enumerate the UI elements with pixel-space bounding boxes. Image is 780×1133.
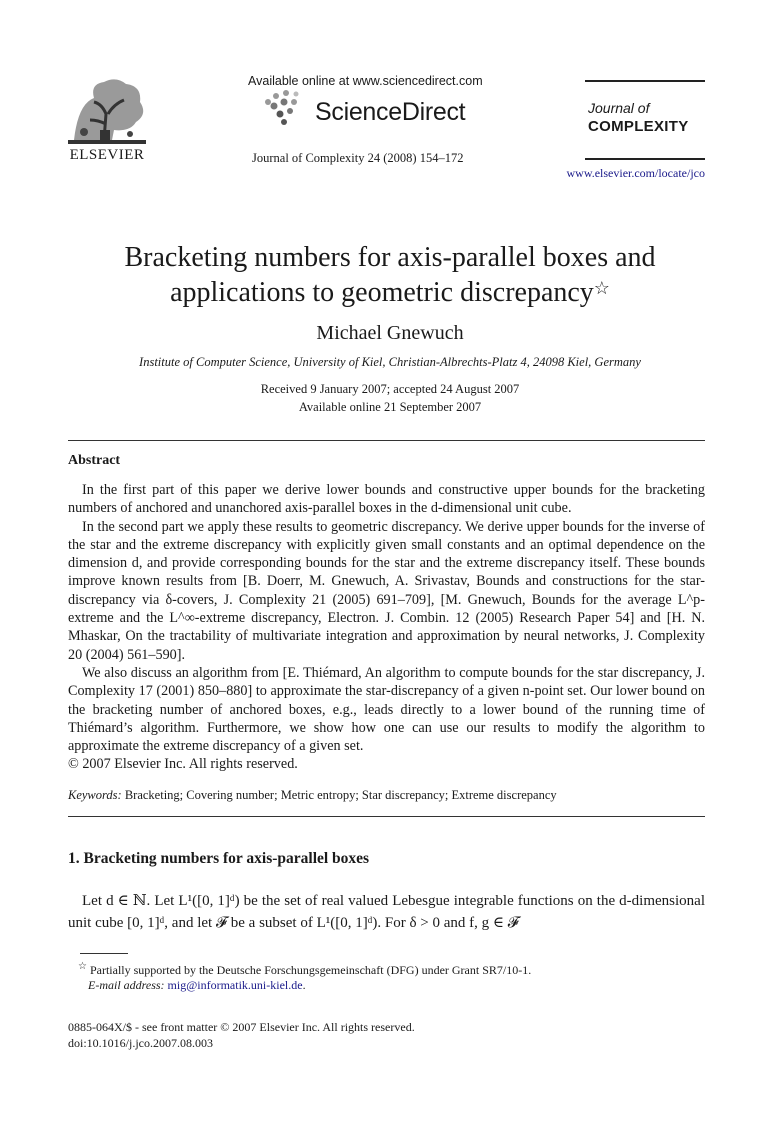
funding-text: Partially supported by the Deutsche Forschungsgemeinschaft (DFG) under Grant SR7/10-1. [89, 963, 532, 977]
title-footnote-mark[interactable]: ☆ [593, 278, 610, 298]
abstract-bottom-rule [68, 816, 705, 817]
journal-reference: Journal of Complexity 24 (2008) 154–172 [252, 151, 464, 165]
footnote-rule [80, 953, 128, 954]
abstract-top-rule [68, 440, 705, 441]
email-link[interactable]: mig@informatik.uni-kiel.de [167, 978, 303, 992]
abstract-copyright: © 2007 Elsevier Inc. All rights reserved. [68, 756, 298, 773]
abstract-paragraph: In the first part of this paper we derive lower bounds and constructive upper bounds for the bracketing numbers of anchored and unanchored axis-parallel boxes in the d-dimensional unit cube. [68, 482, 705, 517]
section-heading: 1. Bracketing numbers for axis-parallel boxes [68, 850, 370, 867]
available-date: Available online 21 September 2007 [298, 400, 482, 414]
footnote-mark: ☆ [78, 961, 87, 972]
keywords-line [68, 788, 705, 803]
sciencedirect-dots-icon [262, 88, 308, 126]
title-line-2-text: applications to geometric discrepancy [170, 277, 594, 308]
section-body [68, 890, 705, 934]
article-title [60, 240, 720, 310]
funding-footnote [78, 961, 531, 978]
email-period: . [302, 978, 306, 992]
doi-link[interactable]: doi:10.1016/j.jco.2007.08.003 [68, 1036, 213, 1050]
journal-rule-top [585, 80, 705, 82]
abstract-body [68, 481, 705, 774]
publisher-name: ELSEVIER [69, 147, 145, 163]
journal-name-line2: COMPLEXITY [588, 118, 689, 135]
received-date: Received 9 January 2007; accepted 24 August 2007 [260, 382, 520, 396]
author-affiliation: Institute of Computer Science, University of Kiel, Christian-Albrechts-Platz 4, 24098 Kiel, Germany [139, 355, 641, 369]
keywords-list: Bracketing; Covering number; Metric entropy; Star discrepancy; Extreme discrepancy [124, 788, 557, 802]
abstract-paragraph: In the second part we apply these results to geometric discrepancy. We derive upper bounds for the inverse of the star and the extreme discrepancy with explicitly given small constants and an optimal dependence on the dimension d, and provide corresponding bounds for the star and the extreme discrepancy itself. These bounds improve known results from [B. Doerr, M. Gnewuch, A. Srivastav, Bounds and constructions for the star-discrepancy via δ-covers, J. Complexity 21 (2005) 691–709], [M. Gnewuch, Bounds for the average L^p-extreme and the L^∞-extreme discrepancy, Electron. J. Combin. 12 (2005) Research Paper 54] and [H. N. Mhaskar, On the tractability of multivariate integration and approximation by neural networks, J. Complexity 20 (2004) 561–590]. [68, 518, 705, 663]
section-paragraph: Let d ∈ ℕ. Let L¹([0, 1]ᵈ) be the set of real valued Lebesgue integrable functions on the d-dimensional unit cube [0, 1]ᵈ, and let 𝓕 be a subset of L¹([0, 1]ᵈ). For δ > 0 and f, g ∈ 𝓕 [68, 893, 705, 931]
title-line-2 [60, 275, 720, 310]
sciencedirect-brand: ScienceDirect [315, 98, 466, 126]
title-line-1: Bracketing numbers for axis-parallel boxes and [124, 242, 656, 273]
issn-line: 0885-064X/$ - see front matter © 2007 Elsevier Inc. All rights reserved. [68, 1020, 415, 1034]
journal-url-link[interactable]: www.elsevier.com/locate/jco [566, 166, 705, 180]
author-name: Michael Gnewuch [316, 322, 464, 344]
journal-rule-bottom [585, 158, 705, 160]
journal-name-line1: Journal of [588, 100, 650, 116]
abstract-heading: Abstract [68, 453, 121, 468]
email-label: E-mail address: [88, 978, 165, 992]
keywords-label: Keywords: [68, 788, 122, 802]
available-online-text: Available online at www.sciencedirect.com [248, 74, 483, 88]
issn-doi-block [68, 1019, 415, 1051]
article-dates [60, 380, 720, 416]
abstract-paragraph: We also discuss an algorithm from [E. Thiémard, An algorithm to compute bounds for the star discrepancy, J. Complexity 17 (2001) 850–880] to approximate the star-discrepancy of a given n-point set. Our lower bound on the bracketing number of anchored boxes, e.g., leads directly to a lower bound of the running time of Thiémard’s algorithm. Furthermore, we show how one can use our results to modify the algorithm to approximate the extreme discrepancy of a given set. [68, 664, 705, 755]
email-footnote [88, 978, 306, 993]
